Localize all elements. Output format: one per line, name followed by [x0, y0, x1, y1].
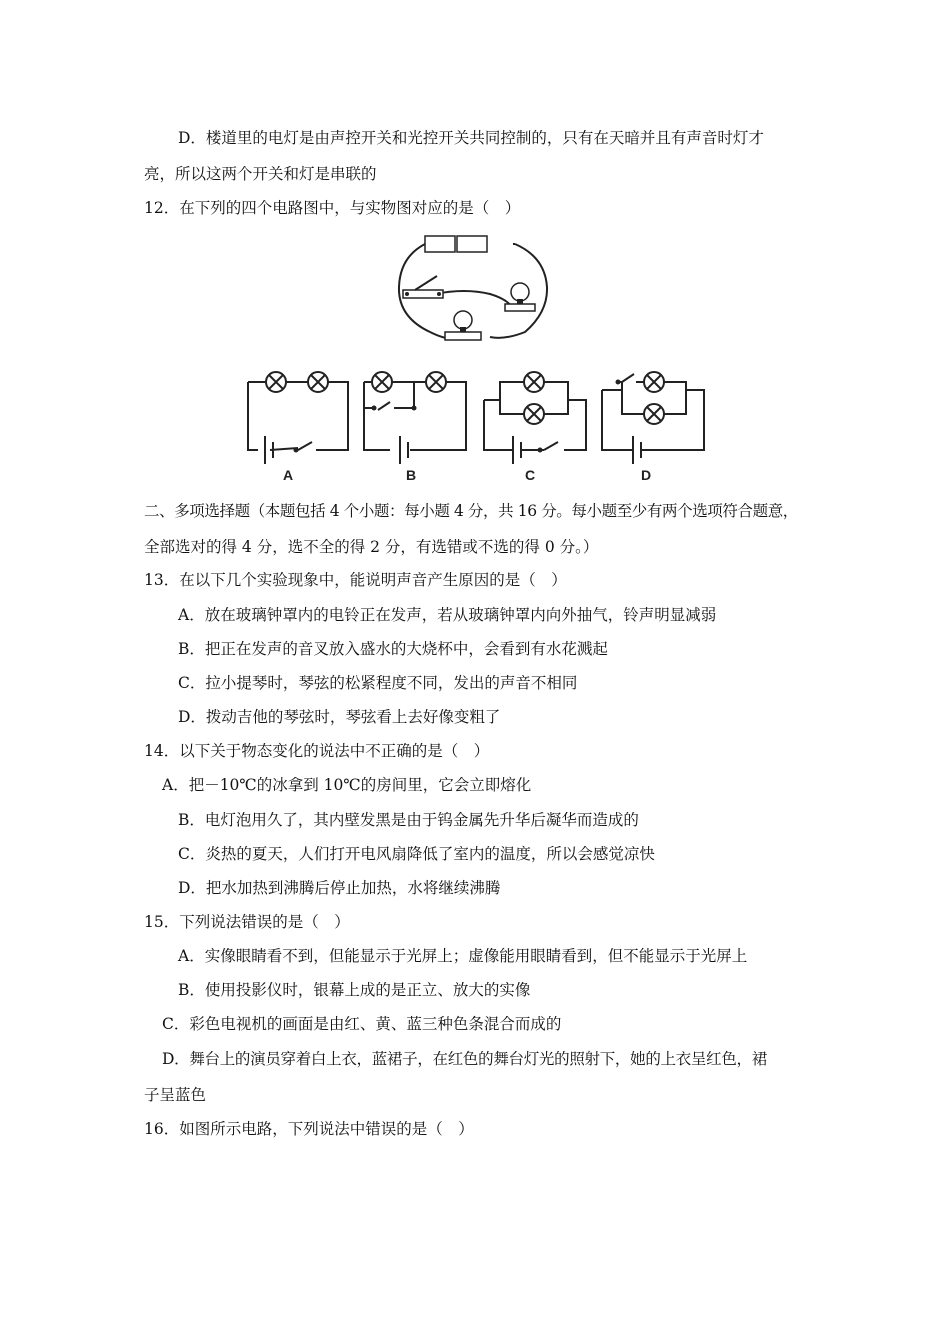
q14-option-a: A．把－10℃的冰拿到 10℃的房间里，它会立即熔化	[162, 776, 532, 794]
q15-option-b: B．使用投影仪时，银幕上成的是正立、放大的实像	[178, 981, 531, 999]
circuit-label-d: D	[641, 467, 652, 483]
circuit-a	[248, 382, 348, 464]
section2-heading-line1: 二、多项选择题（本题包括 4 个小题：每小题 4 分，共 16 分。每小题至少有两个选项符合题意，	[144, 502, 798, 520]
q13-option-b: B．把正在发声的音叉放入盛水的大烧杯中，会看到有水花溅起	[178, 640, 608, 658]
q13-option-d: D．拨动吉他的琴弦时，琴弦看上去好像变粗了	[178, 708, 501, 726]
circuit-label-b: B	[406, 467, 417, 483]
q15-option-d-line2: 子呈蓝色	[144, 1086, 207, 1104]
q15-stem: 15．下列说法错误的是（ ）	[144, 913, 350, 931]
q12-stem: 12．在下列的四个电路图中，与实物图对应的是（ ）	[144, 199, 521, 217]
q14-option-c: C．炎热的夏天，人们打开电风扇降低了室内的温度，所以会感觉凉快	[178, 845, 655, 863]
section2-heading-line2: 全部选对的得 4 分，选不全的得 2 分，有选错或不选的得 0 分。）	[144, 538, 599, 556]
q11-option-d-line1: D．楼道里的电灯是由声控开关和光控开关共同控制的，只有在天暗并且有声音时灯才	[178, 129, 764, 147]
q14-option-d: D．把水加热到沸腾后停止加热，水将继续沸腾	[178, 879, 501, 897]
q12-physical-circuit-figure	[395, 232, 555, 344]
q14-stem: 14．以下关于物态变化的说法中不正确的是（ ）	[144, 742, 490, 760]
q15-option-c: C．彩色电视机的画面是由红、黄、蓝三种色条混合而成的	[162, 1015, 562, 1033]
q14-option-b: B．电灯泡用久了，其内壁发黑是由于钨金属先升华后凝华而造成的	[178, 811, 639, 829]
q15-option-a: A．实像眼睛看不到，但能显示于光屏上；虚像能用眼睛看到，但不能显示于光屏上	[178, 947, 748, 965]
q13-option-a: A．放在玻璃钟罩内的电铃正在发声，若从玻璃钟罩内向外抽气，铃声明显减弱	[178, 606, 717, 624]
q11-option-d-line2: 亮，所以这两个开关和灯是串联的	[144, 165, 377, 183]
circuit-label-a: A	[283, 467, 294, 483]
circuit-label-c: C	[525, 467, 536, 483]
q12-circuit-diagrams	[240, 368, 720, 488]
circuit-b	[364, 382, 466, 464]
q13-stem: 13．在以下几个实验现象中，能说明声音产生原因的是（ ）	[144, 571, 567, 589]
q13-option-c: C．拉小提琴时，琴弦的松紧程度不同，发出的声音不相同	[178, 674, 578, 692]
q15-option-d-line1: D．舞台上的演员穿着白上衣，蓝裙子，在红色的舞台灯光的照射下，她的上衣呈红色，裙	[162, 1050, 767, 1068]
q16-stem: 16．如图所示电路，下列说法中错误的是（ ）	[144, 1120, 474, 1138]
